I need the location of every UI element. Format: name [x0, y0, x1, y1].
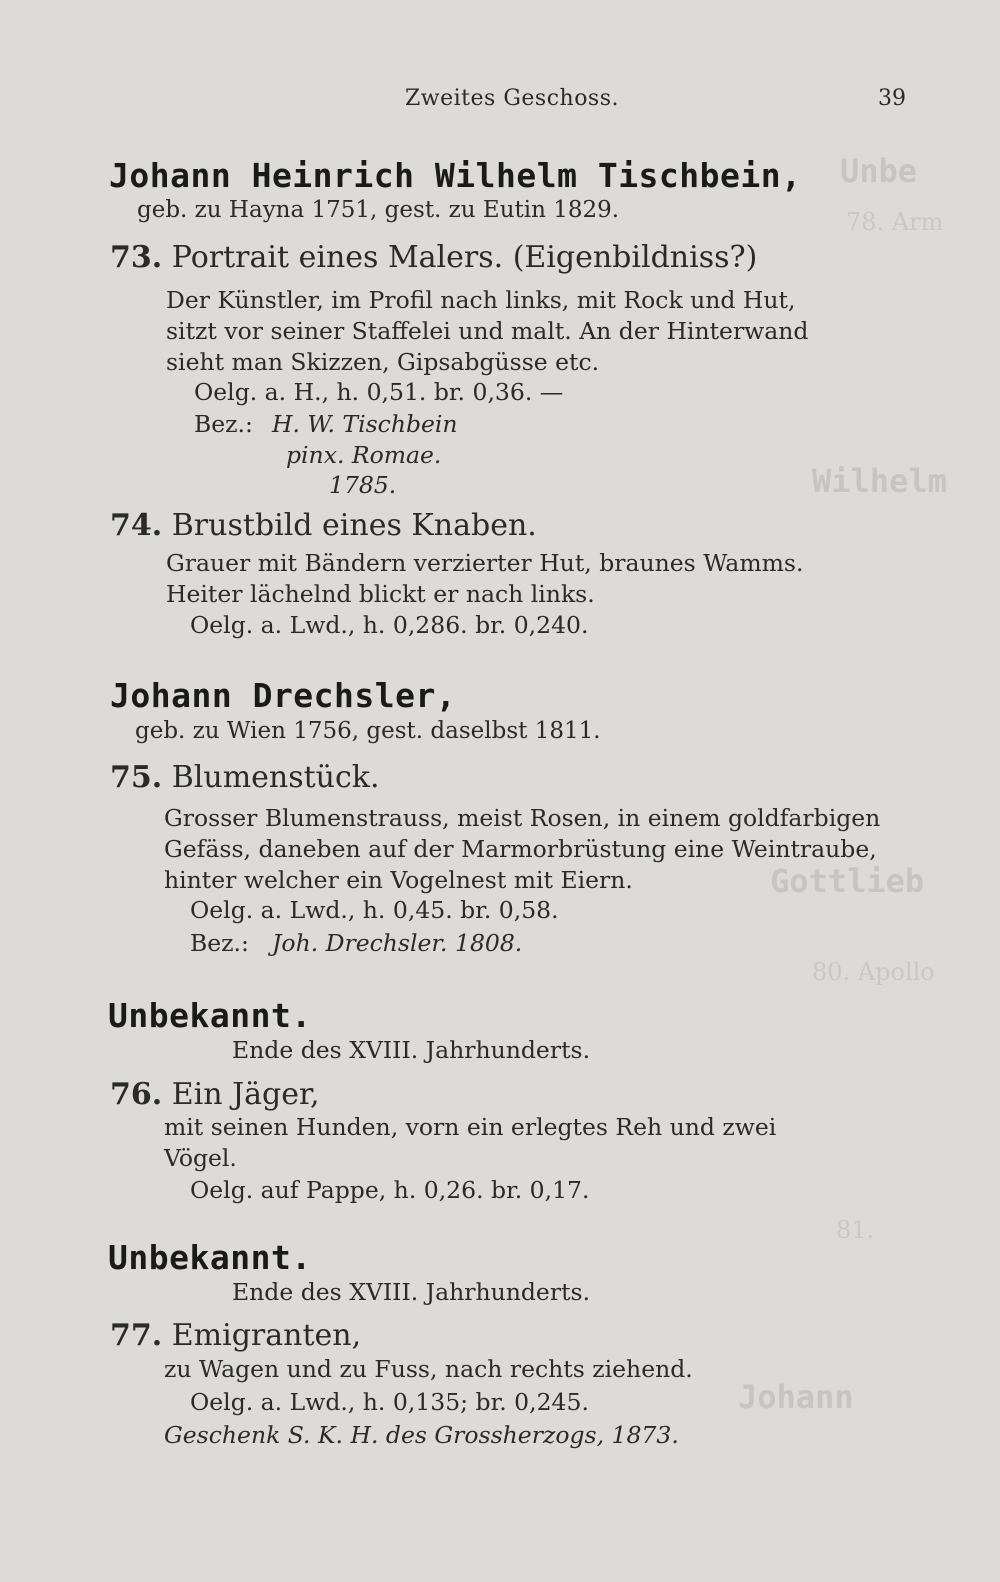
artwork-description: [166, 285, 808, 378]
artwork-title: Portrait eines Malers. (Eigenbildniss?): [171, 240, 758, 275]
artwork-title: Blumenstück.: [171, 760, 380, 795]
artwork-title: Brustbild eines Knaben.: [171, 508, 537, 543]
show-through-text: Gottlieb: [770, 862, 925, 900]
show-through-text: 80. Apollo: [812, 958, 935, 986]
signature-line: pinx. Romae.: [286, 441, 442, 469]
catalog-number: 75.: [110, 760, 163, 795]
artist-heading: Johann Heinrich Wilhelm Tischbein,: [109, 156, 802, 195]
show-through-text: 81.: [836, 1216, 875, 1244]
signature-label: Bez.:: [190, 929, 249, 957]
description-line: sitzt vor seiner Staffelei und malt. An der Hinterwand: [166, 317, 809, 345]
show-through-text: Wilhelm: [812, 462, 947, 500]
artwork-description: [164, 1112, 776, 1174]
catalog-number: 76.: [110, 1077, 163, 1112]
artwork-description: [166, 548, 803, 610]
technique-dimensions: Oelg. a. Lwd., h. 0,286. br. 0,240.: [190, 611, 589, 639]
show-through-text: Unbe: [840, 152, 918, 190]
technique-dimensions: Oelg. a. H., h. 0,51. br. 0,36. —: [194, 378, 564, 406]
catalog-entry-title: [110, 760, 380, 795]
catalog-entry-title: [110, 1077, 320, 1112]
artist-life-dates: geb. zu Wien 1756, gest. daselbst 1811.: [135, 718, 601, 744]
artist-heading: Unbekannt.: [108, 1238, 312, 1277]
catalog-number: 74.: [110, 508, 163, 543]
technique-dimensions: Oelg. auf Pappe, h. 0,26. br. 0,17.: [190, 1176, 590, 1204]
artwork-title: Emigranten,: [171, 1318, 362, 1353]
show-through-text: 78. Arm: [846, 208, 944, 236]
page-number: 39: [878, 86, 906, 111]
description-line: Grosser Blumenstrauss, meist Rosen, in einem goldfarbigen: [164, 804, 881, 832]
description-line: zu Wagen und zu Fuss, nach rechts ziehend.: [164, 1355, 693, 1383]
catalog-entry-title: [110, 1318, 361, 1353]
description-line: Heiter lächelnd blickt er nach links.: [166, 580, 595, 608]
description-line: Der Künstler, im Profil nach links, mit Rock und Hut,: [166, 286, 796, 314]
artwork-title: Ein Jäger,: [171, 1077, 320, 1112]
artwork-description: [164, 1354, 693, 1385]
description-line: Vögel.: [164, 1144, 237, 1172]
artist-life-dates: geb. zu Hayna 1751, gest. zu Eutin 1829.: [137, 197, 620, 223]
signature-line: 1785.: [329, 471, 397, 499]
artwork-description: [164, 803, 880, 896]
show-through-text: Johann: [738, 1378, 854, 1416]
catalog-number: 73.: [110, 240, 163, 275]
technique-dimensions: Oelg. a. Lwd., h. 0,135; br. 0,245.: [190, 1388, 589, 1416]
description-line: mit seinen Hunden, vorn ein erlegtes Reh und zwei: [164, 1113, 777, 1141]
artist-heading: Johann Drechsler,: [110, 676, 457, 715]
catalog-entry-title: [110, 508, 537, 543]
description-line: Grauer mit Bändern verzierter Hut, braunes Wamms.: [166, 549, 804, 577]
description-line: Gefäss, daneben auf der Marmorbrüstung eine Weintraube,: [164, 835, 877, 863]
provenance-note: Geschenk S. K. H. des Grossherzogs, 1873.: [164, 1421, 679, 1449]
signature-label: Bez.:: [194, 410, 253, 438]
technique-dimensions: Oelg. a. Lwd., h. 0,45. br. 0,58.: [190, 896, 559, 924]
catalog-entry-title: [110, 240, 757, 275]
description-line: sieht man Skizzen, Gipsabgüsse etc.: [166, 348, 600, 376]
signature-line: H. W. Tischbein: [272, 410, 458, 438]
period-note: Ende des XVIII. Jahrhunderts.: [232, 1036, 591, 1064]
artist-heading: Unbekannt.: [108, 996, 312, 1035]
running-title: Zweites Geschoss.: [405, 86, 620, 111]
signature-line: Joh. Drechsler. 1808.: [272, 929, 523, 957]
catalog-number: 77.: [110, 1318, 163, 1353]
period-note: Ende des XVIII. Jahrhunderts.: [232, 1278, 591, 1306]
description-line: hinter welcher ein Vogelnest mit Eiern.: [164, 866, 633, 894]
